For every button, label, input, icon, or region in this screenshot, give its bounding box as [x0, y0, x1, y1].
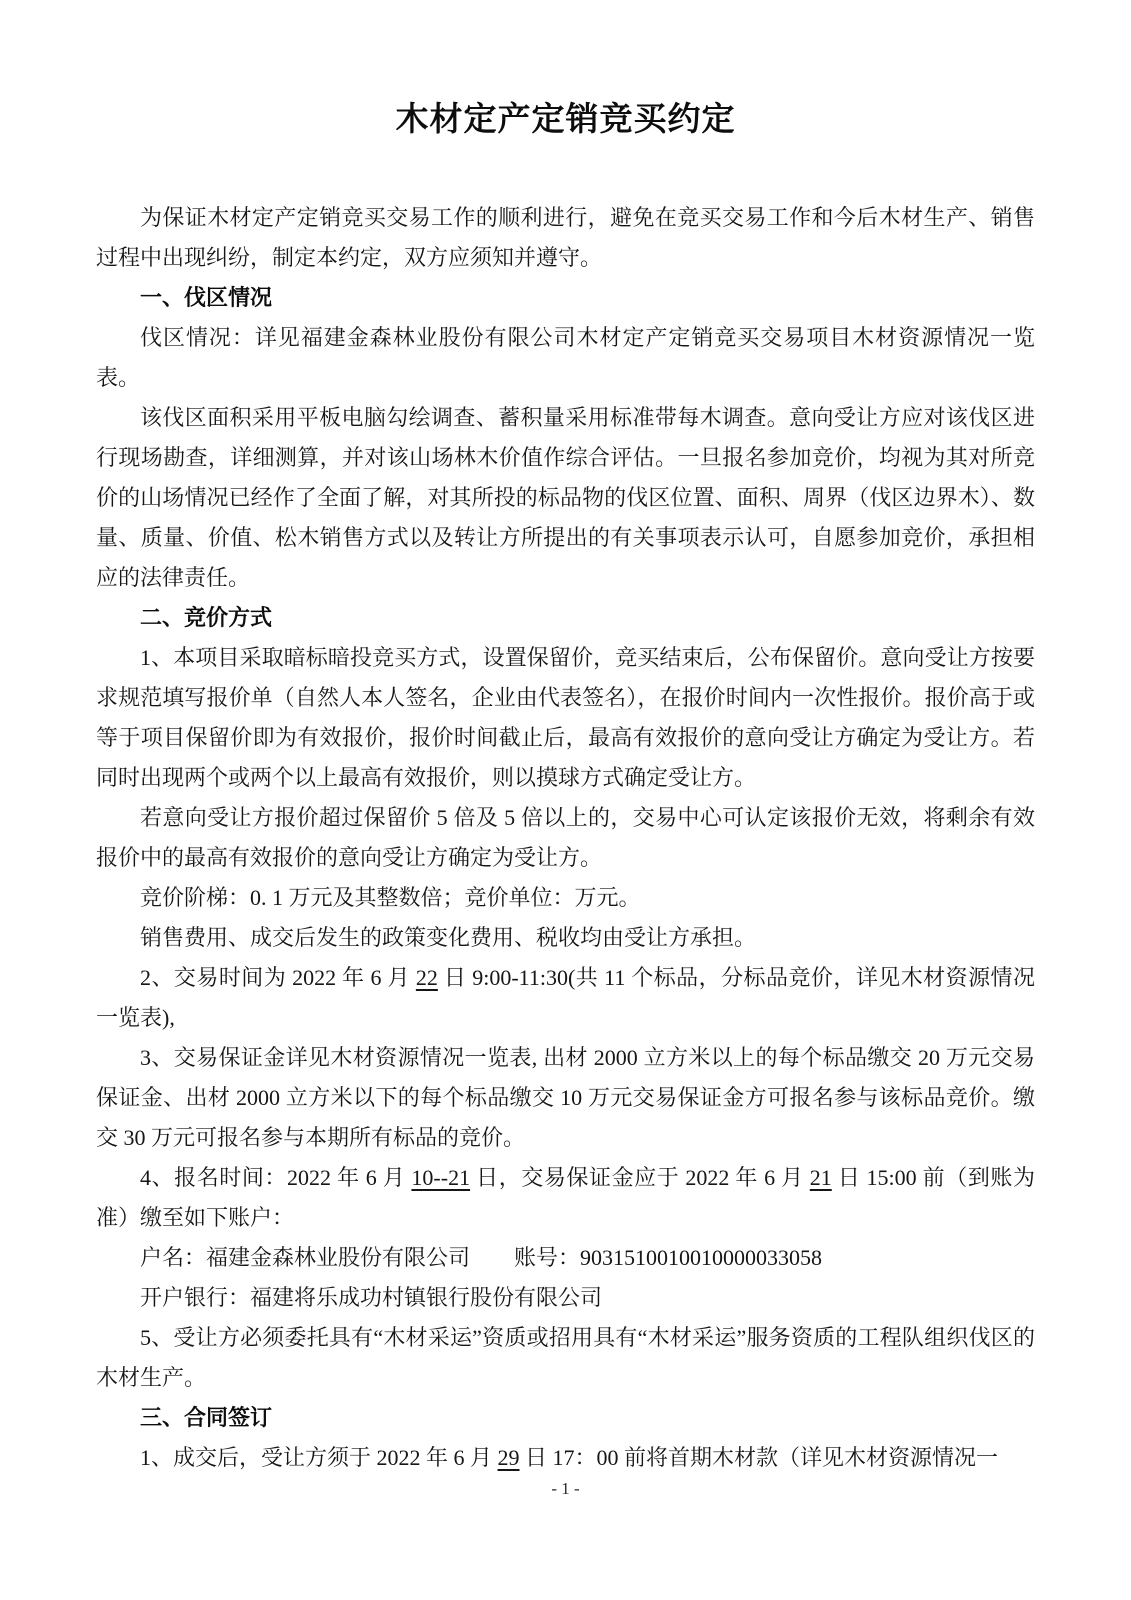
paragraph: [96, 638, 1035, 798]
text-run: 若意向受让方报价超过保留价 5 倍及 5 倍以上的，交易中心可认定该报价无效，将剩余有效报价中的最高有效报价的意向受让方确定为受让方。: [96, 805, 1035, 870]
paragraph: [96, 798, 1035, 878]
text-run: 日 17：00 前将首期木材款（详见木材资源情况一: [519, 1445, 999, 1470]
paragraph: [96, 918, 1035, 958]
text-run: 该伐区面积采用平板电脑勾绘调查、蓄积量采用标准带每木调查。意向受让方应对该伐区进行现场勘查，详细测算，并对该山场林木价值作综合评估。一旦报名参加竞价，均视为其对所竞价的山场情况已经作了全面了解，对其所投的标品物的伐区位置、面积、周界（伐区边界木）、数量、质量、价值、松木销售方式以及转让方所提出的有关事项表示认可，自愿参加竞价，承担相应的法律责任。: [96, 405, 1035, 590]
text-run: 2、交易时间为 2022 年 6 月: [140, 965, 416, 990]
document-content: [96, 0, 1035, 1478]
text-run: 伐区情况：详见福建金森林业股份有限公司木材定产定销竞买交易项目木材资源情况一览表。: [96, 325, 1035, 390]
text-run: 三、合同签订: [140, 1405, 273, 1430]
text-run: 开户银行：福建将乐成功村镇银行股份有限公司: [140, 1285, 603, 1310]
section-heading: [96, 1398, 1035, 1438]
paragraph: [96, 198, 1035, 278]
text-run: 5、受让方必须委托具有“木材采运”资质或招用具有“木材采运”服务资质的工程队组织伐区的木材生产。: [96, 1325, 1035, 1390]
underlined-text: 29: [497, 1445, 520, 1470]
document-body: [96, 198, 1035, 1478]
text-run: 1、成交后，受让方须于 2022 年 6 月: [140, 1445, 498, 1470]
underlined-text: 21: [809, 1165, 832, 1190]
underlined-text: 10--21: [411, 1165, 471, 1190]
paragraph: [96, 318, 1035, 398]
paragraph: [96, 1038, 1035, 1158]
page-number: - 1 -: [551, 1479, 580, 1498]
paragraph: [96, 1278, 1035, 1318]
text-run: 二、竞价方式: [140, 605, 273, 630]
section-heading: [96, 278, 1035, 318]
text-run: 日，交易保证金应于 2022 年 6 月: [470, 1165, 810, 1190]
underlined-text: 22: [415, 965, 438, 990]
text-run: 销售费用、成交后发生的政策变化费用、税收均由受让方承担。: [140, 925, 757, 950]
text-run: 4、报名时间：2022 年 6 月: [140, 1165, 412, 1190]
paragraph: [96, 1318, 1035, 1398]
text-run: 3、交易保证金详见木材资源情况一览表, 出材 2000 立方米以上的每个标品缴交 20 万元交易保证金、出材 2000 立方米以下的每个标品缴交 10 万元交易保证金方可报名参与该标品竞价。缴交 30 万元可报名参与本期所有标品的竞价。: [96, 1045, 1035, 1150]
text-run: 户名：福建金森林业股份有限公司 账号：9031510010010000033058: [140, 1245, 823, 1270]
section-heading: [96, 598, 1035, 638]
text-run: 1、本项目采取暗标暗投竞买方式，设置保留价，竞买结束后，公布保留价。意向受让方按要求规范填写报价单（自然人本人签名，企业由代表签名），在报价时间内一次性报价。报价高于或等于项目保留价即为有效报价，报价时间截止后，最高有效报价的意向受让方确定为受让方。若同时出现两个或两个以上最高有效报价，则以摸球方式确定受让方。: [96, 645, 1035, 790]
paragraph: [96, 1158, 1035, 1238]
text-run: 日 15:00 前（到账为准）缴至如下账户：: [96, 1165, 1035, 1230]
paragraph: [96, 1238, 1035, 1278]
text-run: 一、伐区情况: [140, 285, 273, 310]
text-run: 日 9:00-11:30(共 11 个标品，分标品竞价，详见木材资源情况一览表),: [96, 965, 1035, 1030]
document-title: 木材定产定销竞买约定: [395, 102, 736, 138]
paragraph: [96, 958, 1035, 1038]
paragraph: [96, 878, 1035, 918]
text-run: 为保证木材定产定销竞买交易工作的顺利进行，避免在竞买交易工作和今后木材生产、销售过程中出现纠纷，制定本约定，双方应须知并遵守。: [96, 205, 1035, 270]
paragraph: [96, 1438, 1035, 1478]
text-run: 竞价阶梯：0. 1 万元及其整数倍；竞价单位：万元。: [140, 885, 641, 910]
paragraph: [96, 398, 1035, 598]
